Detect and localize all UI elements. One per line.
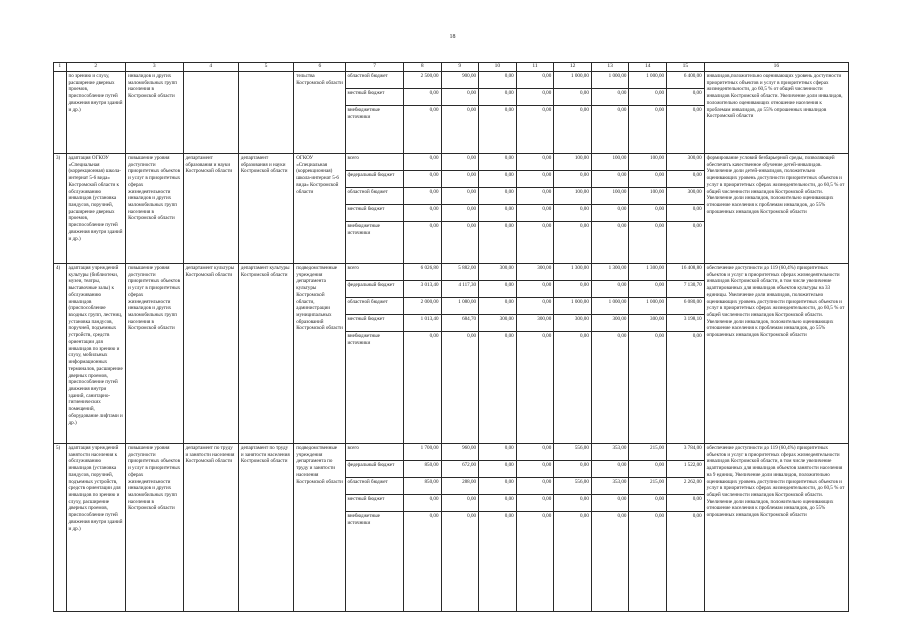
value-cell: 672,00 [442, 461, 479, 478]
value-cell: 0,00 [667, 89, 704, 106]
value-cell: 0,00 [442, 205, 479, 222]
value-cell: 2 000,00 [404, 298, 441, 315]
value-cell: 1 000,00 [629, 298, 666, 315]
header-cell: 7 [346, 63, 403, 72]
value-cell: 0,00 [442, 222, 479, 249]
value-cell: 556,00 [574, 445, 589, 451]
value-cell: 0,00 [429, 155, 439, 161]
funding-source: местный бюджет [346, 315, 402, 332]
header-cell: 15 [667, 63, 705, 72]
value-cell: 900,00 [462, 73, 477, 79]
row-number: 4) [54, 264, 67, 444]
value-column [629, 444, 667, 612]
value-cell: 850,00 [404, 478, 441, 495]
participant: тельства Костромской области [294, 72, 346, 154]
value-cell: 1 300,00 [608, 265, 627, 271]
value-cell: 0,00 [592, 205, 629, 222]
value-column [516, 154, 554, 264]
measure-goal: инвалидов и других маломобильных групп населения в Костромской области [126, 72, 183, 154]
value-cell: 0,00 [479, 298, 516, 315]
value-cell: 0,00 [479, 205, 516, 222]
expected-result: инвалидов,положительно оценивающих уровень доступности приоритетных объектов и услуг в приоритетных сферах жизнедеятельности, до 60,5 % от общей численности инвалидов Костромской области. Увеличение доли инвалидов, положительно оценивающих отношение населения к проблемам инвалидов, до 55% опрошенных инвалидов Костромской области [704, 72, 848, 154]
funding-source: внебюджетные источники [346, 512, 402, 539]
value-cell: 0,00 [667, 171, 704, 188]
value-cell: 0,00 [629, 106, 666, 133]
value-column [441, 444, 479, 612]
value-cell: 300,00 [687, 155, 702, 161]
value-cell: 1 000,00 [571, 73, 589, 79]
value-cell: 300,00 [629, 315, 666, 332]
value-cell: 0,00 [667, 512, 704, 539]
value-cell: 100,00 [612, 155, 627, 161]
value-cell: 0,00 [479, 171, 516, 188]
value-cell: 0,00 [404, 106, 441, 133]
value-cell: 0,00 [542, 73, 552, 79]
value-cell: 0,00 [592, 512, 629, 539]
value-cell: 1 000,00 [554, 298, 591, 315]
value-cell: 0,00 [517, 461, 554, 478]
value-cell: 0,00 [479, 188, 516, 205]
value-cell: 3 784,00 [683, 445, 702, 451]
measure-goal: повышение уровня доступности приоритетных объектов и услуг в приоритетных сферах жизнедеятельности инвалидов и других маломобильных групп населения в Костромской области [126, 444, 183, 612]
value-column [516, 264, 554, 444]
value-column [667, 154, 705, 264]
measure-goal: повышение уровня доступности приоритетных объектов и услуг в приоритетных сферах жизнедеятельности инвалидов и других маломобильных групп населения в Костромской области [126, 154, 183, 264]
value-cell: 353,00 [592, 478, 629, 495]
value-cell: 0,00 [667, 495, 704, 512]
participant: ОГКОУ «Специальная (коррекционная) школа-интернат 5-6 вида» Костромской области [294, 154, 346, 264]
value-cell: 300,00 [517, 315, 554, 332]
measure-goal: повышение уровня доступности приоритетных объектов и услуг в приоритетных сферах жизнедеятельности инвалидов и других маломобильных групп населения в Костромской области [126, 264, 183, 444]
funding-source: местный бюджет [346, 205, 402, 222]
co-executor: департамент по труду и занятости населения Костромской области [238, 444, 293, 612]
value-cell: 300,00 [554, 315, 591, 332]
value-cell: 0,00 [592, 89, 629, 106]
value-cell: 0,00 [592, 222, 629, 249]
measure-name: адаптация учреждений культуры (библиотеки, музеи, театры, выставочные залы) к обслуживанию инвалидов (приспособление входных групп, лестниц, установка пандусов, поручней, подъемных устройств, средств ориентации для инвалидов по зрению и слуху, мобильных информационных терминалов, расширение дверных проемов, приспособление путей движения внутри зданий, санитарно-гигиенических помещений, оборудование лифтами и др.) [66, 264, 126, 444]
value-cell: 1 300,00 [646, 265, 665, 271]
value-cell: 0,00 [629, 495, 666, 512]
funding-source: всего [347, 265, 359, 271]
value-column [479, 154, 517, 264]
header-cell: 2 [66, 63, 126, 72]
value-cell: 0,00 [479, 222, 516, 249]
value-cell: 0,00 [517, 281, 554, 298]
program-table [53, 62, 849, 612]
value-cell: 0,00 [479, 478, 516, 495]
value-cell: 0,00 [629, 461, 666, 478]
value-column [554, 154, 592, 264]
value-cell: 0,00 [442, 512, 479, 539]
value-cell: 0,00 [629, 171, 666, 188]
value-cell: 0,00 [442, 89, 479, 106]
value-column [667, 72, 705, 154]
value-cell: 0,00 [517, 512, 554, 539]
value-cell: 1 000,00 [646, 73, 665, 79]
value-column [403, 72, 441, 154]
value-column [403, 264, 441, 444]
value-cell: 300,00 [667, 188, 704, 205]
value-column [554, 264, 592, 444]
value-cell: 0,00 [404, 512, 441, 539]
value-column [629, 72, 667, 154]
value-cell: 0,00 [479, 495, 516, 512]
value-column [479, 444, 517, 612]
value-cell: 1 700,00 [420, 445, 439, 451]
value-cell: 0,00 [554, 89, 591, 106]
value-cell: 2 500,00 [420, 73, 439, 79]
responsible-executor: департамент образования и науки Костромской области [183, 154, 238, 264]
value-cell: 6 080,00 [667, 298, 704, 315]
expected-result: обеспечение доступности до 119 (60,4%) приоритетных объектов и услуг в приоритетных сферах жизнедеятельности инвалидов Костромской области, в том числе увеличение адаптированных для инвалидов объектов занятости населения на 9 единиц. Увеличение доли инвалидов, положительно оценивающих уровень доступности приоритетных объектов и услуг в приоритетных сферах жизнедеятельности, до 60,5 % от общей численности инвалидов Костромской области. Увеличение доли инвалидов, положительно оценивающих отношение населения к проблемам инвалидов, до 55% опрошенных инвалидов Костромской области [704, 444, 848, 612]
value-column [554, 444, 592, 612]
funding-source: областной бюджет [346, 478, 402, 495]
value-cell: 100,00 [554, 188, 591, 205]
value-cell: 100,00 [592, 188, 629, 205]
value-cell: 215,00 [629, 478, 666, 495]
header-cell: 6 [294, 63, 346, 72]
measure-name: адаптация ОГКОУ «Специальная (коррекционная) школа-интернат 5-6 вида» Костромской области к обслуживанию инвалидов (установка пандусов, поручней, расширение дверных проемов, приспособление путей движения внутри зданий и др.) [66, 154, 126, 264]
measure-name: по зрению и слуху, расширение дверных проемов, приспособление путей движения внутри зданий и др.) [66, 72, 126, 154]
value-cell: 0,00 [442, 188, 479, 205]
value-cell: 300,00 [592, 315, 629, 332]
value-cell: 0,00 [554, 222, 591, 249]
value-column [441, 154, 479, 264]
row-number: 5) [54, 444, 67, 612]
value-cell: 1 300,00 [571, 265, 589, 271]
value-cell: 0,00 [554, 205, 591, 222]
funding-source: федеральный бюджет [346, 171, 402, 188]
value-cell: 6 026,80 [420, 265, 439, 271]
value-cell: 0,00 [479, 461, 516, 478]
value-cell: 0,00 [667, 222, 704, 249]
value-cell: 0,00 [554, 461, 591, 478]
value-cell: 0,00 [517, 106, 554, 133]
funding-source: внебюджетные источники [346, 222, 402, 249]
value-cell: 0,00 [554, 281, 591, 298]
header-cell: 14 [629, 63, 667, 72]
funding-source: всего [347, 445, 359, 451]
responsible-executor [183, 72, 238, 154]
funding-source: всего [347, 155, 359, 161]
value-cell: 0,00 [592, 461, 629, 478]
header-cell: 4 [183, 63, 238, 72]
funding-source: областной бюджет [347, 73, 388, 79]
value-column [591, 72, 629, 154]
value-cell: 0,00 [517, 478, 554, 495]
value-cell: 0,00 [667, 106, 704, 133]
table-row [54, 154, 849, 264]
value-cell: 0,00 [442, 495, 479, 512]
value-cell: 0,00 [479, 281, 516, 298]
value-cell: 0,00 [554, 171, 591, 188]
value-cell: 0,00 [554, 332, 591, 359]
value-cell: 0,00 [629, 89, 666, 106]
value-cell: 215,00 [650, 445, 665, 451]
responsible-executor: департамент по труду и занятости населения Костромской области [183, 444, 238, 612]
value-cell: 300,00 [537, 265, 552, 271]
funding-source: федеральный бюджет [346, 461, 402, 478]
value-cell: 0,00 [517, 89, 554, 106]
table-row [54, 72, 849, 154]
value-column [629, 264, 667, 444]
value-cell: 0,00 [442, 171, 479, 188]
value-cell: 0,00 [592, 106, 629, 133]
value-cell: 0,00 [504, 445, 514, 451]
value-cell: 0,00 [504, 73, 514, 79]
funding-source: внебюджетные источники [346, 106, 402, 133]
participant: подведомственные учреждения департамента культуры Костромской области, администрации муниципальных образований Костромской области [294, 264, 346, 444]
funding-sources [346, 264, 403, 444]
header-cell: 5 [238, 63, 293, 72]
funding-source: местный бюджет [346, 89, 402, 106]
value-column [591, 264, 629, 444]
value-column [403, 444, 441, 612]
value-cell: 0,00 [404, 205, 441, 222]
responsible-executor: департамент культуры Костромской области [183, 264, 238, 444]
value-cell: 0,00 [404, 332, 441, 359]
value-cell: 1 080,00 [442, 298, 479, 315]
value-column [479, 72, 517, 154]
header-cell: 12 [554, 63, 592, 72]
value-column [554, 72, 592, 154]
value-cell: 100,00 [629, 188, 666, 205]
value-cell: 0,00 [442, 332, 479, 359]
value-cell: 0,00 [554, 495, 591, 512]
header-row [54, 63, 849, 72]
value-cell: 0,00 [479, 89, 516, 106]
co-executor: департамент образования и науки Костромской области [238, 154, 293, 264]
header-cell: 16 [704, 63, 848, 72]
row-number [54, 72, 67, 154]
value-cell: 100,00 [574, 155, 589, 161]
header-cell: 13 [591, 63, 629, 72]
value-cell: 0,00 [542, 445, 552, 451]
value-cell: 0,00 [517, 495, 554, 512]
value-cell: 300,00 [479, 315, 516, 332]
value-cell: 0,00 [442, 106, 479, 133]
value-cell: 0,00 [554, 512, 591, 539]
value-cell: 0,00 [667, 205, 704, 222]
value-cell: 0,00 [517, 222, 554, 249]
value-cell: 0,00 [629, 281, 666, 298]
value-cell: 5 882,00 [458, 265, 477, 271]
value-cell: 1 522,00 [667, 461, 704, 478]
value-cell: 0,00 [517, 298, 554, 315]
funding-source: областной бюджет [346, 188, 402, 205]
co-executor [238, 72, 293, 154]
header-cell: 1 [54, 63, 67, 72]
funding-source: местный бюджет [346, 495, 402, 512]
value-cell: 0,00 [542, 155, 552, 161]
value-cell: 0,00 [592, 332, 629, 359]
value-cell: 4 117,30 [442, 281, 479, 298]
value-column [441, 72, 479, 154]
value-cell: 100,00 [650, 155, 665, 161]
funding-sources [346, 154, 403, 264]
expected-result: формирование условий безбарьерной среды, позволяющей обеспечить качественное обучение детей-инвалидов. Увеличение доли детей-инвалидов, положительно оценивающих уровень доступности приоритетных объектов и услуг в приоритетных сферах жизнедеятельности, до 60,5 % от общей численности инвалидов Костромской области. Увеличение доли инвалидов, положительно оценивающих отношение населения к проблемам инвалидов, до 55% опрошенных инвалидов Костромской области [704, 154, 848, 264]
page-number: 18 [449, 34, 456, 40]
value-column [516, 444, 554, 612]
header-cell: 8 [403, 63, 441, 72]
value-cell: 0,00 [629, 205, 666, 222]
value-cell: 0,00 [479, 332, 516, 359]
value-cell: 0,00 [517, 188, 554, 205]
value-cell: 0,00 [592, 171, 629, 188]
value-column [667, 264, 705, 444]
value-cell: 2 262,00 [667, 478, 704, 495]
value-cell: 353,00 [612, 445, 627, 451]
funding-source: внебюджетные источники [346, 332, 402, 359]
value-cell: 0,00 [467, 155, 477, 161]
value-cell: 0,00 [629, 332, 666, 359]
value-cell: 16 408,80 [681, 265, 702, 271]
measure-name: адаптация учреждений занятости населения к обслуживанию инвалидов (установка пандусов, поручней, подъемных устройств, средств ориентации для инвалидов по зрению и слуху, расширение дверных проемов, приспособление путей движения внутри зданий и др.) [66, 444, 126, 612]
value-column [441, 264, 479, 444]
funding-source: областной бюджет [346, 298, 402, 315]
value-cell: 0,00 [479, 106, 516, 133]
funding-source: федеральный бюджет [346, 281, 402, 298]
table-row [54, 444, 849, 612]
value-column [629, 154, 667, 264]
table-row [54, 264, 849, 444]
value-cell: 0,00 [517, 171, 554, 188]
value-column [667, 444, 705, 612]
value-cell: 0,00 [667, 332, 704, 359]
value-column [591, 154, 629, 264]
expected-result: обеспечение доступности до 119 (60,4%) приоритетных объектов и услуг в приоритетных сферах жизнедеятельности инвалидов Костромской области, в том числе увеличение адаптированных для инвалидов объектов культуры на 33 единицы. Увеличение доли инвалидов, положительно оценивающих уровень доступности приоритетных объектов и услуг в приоритетных сферах жизнедеятельности, до 60,5 % от общей численности инвалидов Костромской области. Увеличение доли инвалидов, положительно оценивающих отношение населения к проблемам инвалидов, до 55% опрошенных инвалидов Костромской области [704, 264, 848, 444]
value-cell: 0,00 [629, 512, 666, 539]
value-cell: 0,00 [554, 106, 591, 133]
value-cell: 0,00 [404, 89, 441, 106]
value-cell: 0,00 [592, 281, 629, 298]
funding-sources [346, 444, 403, 612]
value-cell: 850,00 [404, 461, 441, 478]
value-cell: 0,00 [517, 332, 554, 359]
value-column [516, 72, 554, 154]
value-cell: 556,00 [554, 478, 591, 495]
value-cell: 1 000,00 [608, 73, 627, 79]
participant: подведомственные учреждения департамента по труду и занятости населения Костромской области [294, 444, 346, 612]
header-cell: 3 [126, 63, 183, 72]
header-cell: 11 [516, 63, 554, 72]
value-cell: 0,00 [404, 171, 441, 188]
value-column [479, 264, 517, 444]
value-cell: 0,00 [404, 495, 441, 512]
value-cell: 3 198,10 [667, 315, 704, 332]
value-cell: 0,00 [479, 512, 516, 539]
value-cell: 0,00 [504, 155, 514, 161]
value-cell: 0,00 [629, 222, 666, 249]
value-cell: 288,00 [442, 478, 479, 495]
value-cell: 7 130,70 [667, 281, 704, 298]
value-cell: 6 400,00 [683, 73, 702, 79]
value-cell: 3 013,40 [404, 281, 441, 298]
value-cell: 1 000,00 [592, 298, 629, 315]
value-column [403, 154, 441, 264]
header-cell: 10 [479, 63, 517, 72]
co-executor: департамент культуры Костромской области [238, 264, 293, 444]
value-cell: 960,00 [462, 445, 477, 451]
funding-sources [346, 72, 403, 154]
value-cell: 684,70 [442, 315, 479, 332]
value-column [591, 444, 629, 612]
value-cell: 0,00 [404, 188, 441, 205]
value-cell: 0,00 [517, 205, 554, 222]
header-cell: 9 [441, 63, 479, 72]
value-cell: 0,00 [404, 222, 441, 249]
value-cell: 1 013,40 [404, 315, 441, 332]
row-number: 3) [54, 154, 67, 264]
value-cell: 0,00 [592, 495, 629, 512]
value-cell: 300,00 [499, 265, 514, 271]
